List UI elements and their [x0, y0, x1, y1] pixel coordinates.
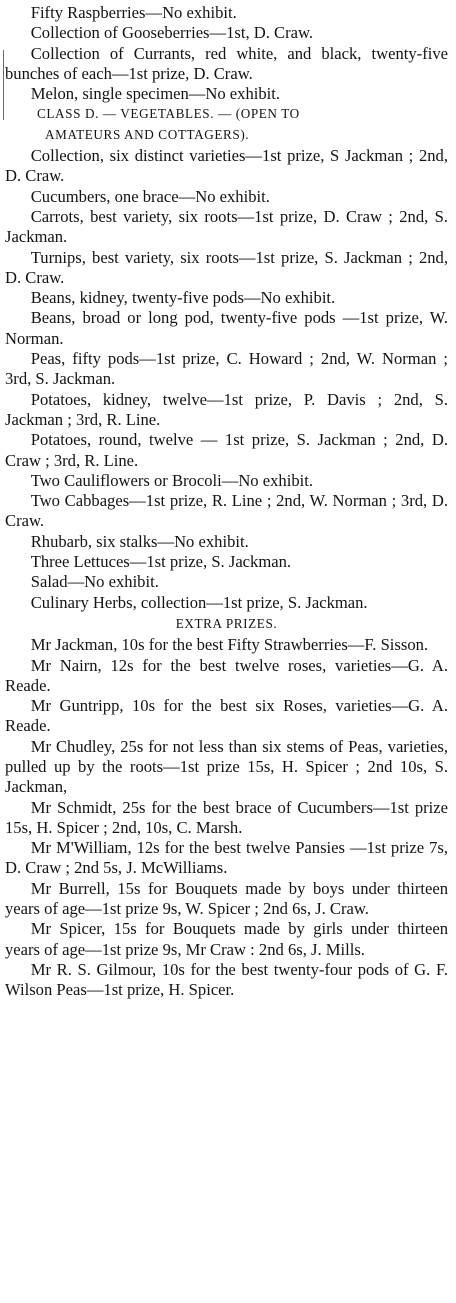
entry-extra-burrell: Mr Burrell, 15s for Bouquets made by boys under thirteen years of age—1st prize 9s, W. Spicer ; 2nd 6s, J. Craw.	[5, 878, 448, 919]
entry-cucumbers: Cucumbers, one brace—No exhibit.	[30, 186, 270, 206]
entry-rhubarb: Rhubarb, six stalks—No exhibit.	[30, 531, 249, 551]
entry-extra-schmidt: Mr Schmidt, 25s for the best brace of Cucumbers—1st prize 15s, H. Spicer ; 2nd, 10s, C. Marsh.	[5, 797, 448, 837]
extra-prizes-heading: EXTRA PRIZES.	[175, 615, 278, 631]
entry-currants: Collection of Currants, red white, and black, twenty-five bunches of each—1st prize, D. Craw.	[5, 43, 448, 83]
entry-extra-mwilliam: Mr M'William, 12s for the best twelve Pansies —1st prize 7s, D. Craw ; 2nd 5s, J. McWilliams.	[5, 838, 448, 878]
entry-extra-gilmour: Mr R. S. Gilmour, 10s for the best twenty-four pods of G. F. Wilson Peas—1st prize, H. Spicer.	[5, 959, 448, 1000]
entry-melon: Melon, single specimen—No exhibit.	[30, 84, 281, 104]
class-d-heading-continued: AMATEURS AND COTTAGERS).	[45, 126, 250, 142]
entry-peas: Peas, fifty pods—1st prize, C. Howard ; 2nd, W. Norman ; 3rd, S. Jackman.	[5, 349, 448, 389]
entry-extra-nairn: Mr Nairn, 12s for the best twelve roses, varieties—G. A. Reade.	[5, 655, 448, 695]
entry-potatoes-round: Potatoes, round, twelve — 1st prize, S. Jackman ; 2nd, D. Craw ; 3rd, R. Line.	[5, 430, 448, 470]
entry-gooseberries: Collection of Gooseberries—1st, D. Craw.	[30, 23, 314, 43]
entry-cabbages: Two Cabbages—1st prize, R. Line ; 2nd, W. Norman ; 3rd, D. Craw.	[5, 491, 448, 531]
entry-beans-broad: Beans, broad or long pod, twenty-five pods —1st prize, W. Norman.	[5, 308, 448, 348]
entry-extra-jackman: Mr Jackman, 10s for the best Fifty Strawberries—F. Sisson.	[30, 635, 429, 655]
class-d-heading: CLASS D. — VEGETABLES. — (OPEN TO	[37, 106, 300, 122]
entry-carrots: Carrots, best variety, six roots—1st prize, D. Craw ; 2nd, S. Jackman.	[5, 206, 448, 247]
entry-salad: Salad—No exhibit.	[30, 572, 159, 592]
entry-extra-chudley: Mr Chudley, 25s for not less than six stems of Peas, varieties, pulled up by the roots—1st prize 15s, H. Spicer ; 2nd 10s, S. Jackman,	[5, 736, 448, 797]
entry-beans-kidney: Beans, kidney, twenty-five pods—No exhibit.	[30, 288, 336, 308]
entry-lettuces: Three Lettuces—1st prize, S. Jackman.	[30, 552, 292, 572]
entry-turnips: Turnips, best variety, six roots—1st prize, S. Jackman ; 2nd, D. Craw.	[5, 247, 448, 287]
entry-extra-spicer: Mr Spicer, 15s for Bouquets made by girls under thirteen years of age—1st prize 9s, Mr Craw : 2nd 6s, J. Mills.	[5, 919, 448, 959]
entry-collection: Collection, six distinct varieties—1st prize, S Jackman ; 2nd, D. Craw.	[5, 146, 448, 186]
entry-herbs: Culinary Herbs, collection—1st prize, S. Jackman.	[30, 592, 368, 612]
column-margin-rule	[3, 50, 4, 120]
entry-potatoes-kidney: Potatoes, kidney, twelve—1st prize, P. Davis ; 2nd, S. Jackman ; 3rd, R. Line.	[5, 389, 448, 429]
entry-cauliflowers: Two Cauliflowers or Brocoli—No exhibit.	[30, 470, 313, 490]
entry-raspberries: Fifty Raspberries—No exhibit.	[30, 3, 237, 22]
entry-extra-guntripp: Mr Guntripp, 10s for the best six Roses, varieties—G. A. Reade.	[5, 696, 448, 736]
